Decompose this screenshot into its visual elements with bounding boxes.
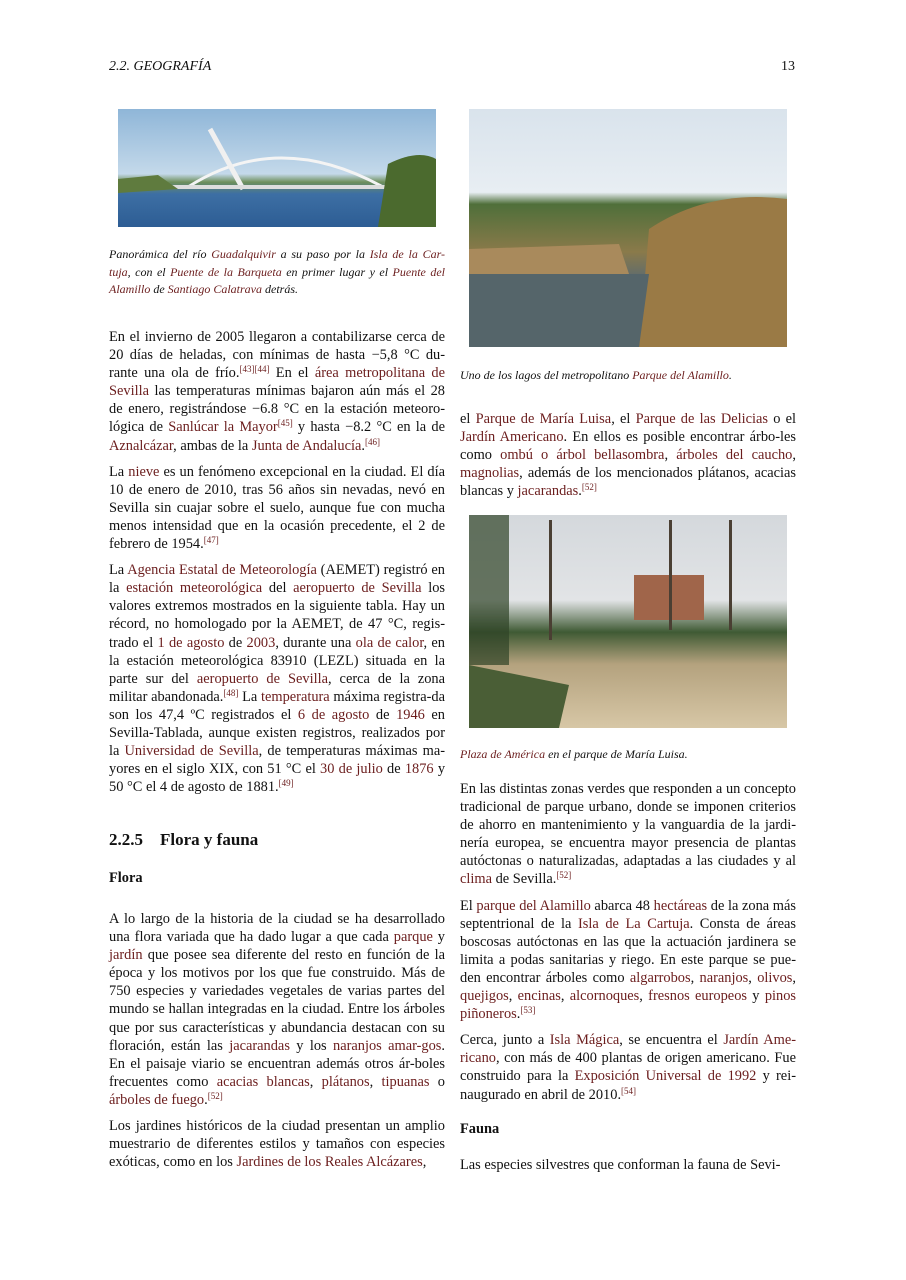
wiki-link[interactable]: Isla de La Cartuja: [578, 915, 690, 932]
text-run: , durante una: [275, 634, 356, 651]
citation-ref[interactable]: [54]: [621, 1085, 637, 1096]
paragraph: [109, 463, 445, 553]
text-run: y 50 °C el 4 de agosto de 1881.: [109, 761, 446, 796]
citation-ref[interactable]: [52]: [207, 1090, 223, 1101]
text-run: las temperaturas mínimas bajaron aún más el 28 de enero, registrándose −6.8 °C en la estación meteoro-lógica de: [109, 383, 445, 436]
text-run: , además de los mencionados plátanos, acacias blancas y: [460, 465, 796, 500]
subheading-flora: Flora: [109, 870, 143, 886]
wiki-link[interactable]: parque del Alamillo: [476, 897, 591, 914]
wiki-link[interactable]: 1946: [396, 706, 425, 723]
caption-bridge: [109, 246, 445, 299]
subheading-fauna: Fauna: [460, 1121, 500, 1137]
wiki-link[interactable]: algarrobos: [629, 969, 691, 986]
bridge-photo: [118, 109, 436, 227]
paragraph: [460, 1156, 796, 1174]
text-run: y los: [289, 1037, 334, 1054]
wiki-link[interactable]: temperatura: [260, 688, 330, 705]
page-number: 13: [781, 59, 795, 74]
wiki-link[interactable]: Puente del Alamillo: [109, 264, 445, 296]
text-run: de: [224, 634, 247, 651]
right-column-text-1: [460, 410, 796, 508]
text-run: Cerca, junto a: [460, 1032, 550, 1049]
wiki-link[interactable]: Parque del Alamillo: [632, 368, 729, 382]
wiki-link[interactable]: estación meteorológica: [126, 580, 263, 597]
wiki-link[interactable]: tipuanas: [381, 1073, 430, 1090]
running-header: 2.2. GEOGRAFÍA: [109, 59, 212, 74]
text-run: (AEMET) registró en la: [109, 562, 445, 597]
wiki-link[interactable]: Puente de la Barqueta: [170, 264, 282, 279]
text-run: . Consta de áreas boscosas autóctonas en las que la actuación jardinera se limita a podas sanitarias y riego. En este parque se pue-den encontrar árboles como: [460, 915, 796, 986]
wiki-link[interactable]: Parque de las Delicias: [635, 411, 768, 427]
text-run: y: [432, 929, 446, 946]
text-run: ,: [508, 988, 518, 1005]
citation-ref[interactable]: [47]: [203, 535, 219, 546]
text-run: y hasta −8.2 °C en la de: [292, 419, 445, 436]
text-run: de: [150, 282, 168, 296]
text-run: La: [109, 463, 129, 480]
wiki-link[interactable]: 1 de agosto: [157, 634, 225, 651]
wiki-link[interactable]: 2003: [246, 634, 276, 651]
text-run: , el: [611, 411, 636, 427]
text-run: Las especies silvestres que conforman la fauna de Sevi-: [460, 1157, 781, 1173]
wiki-link[interactable]: Junta de Andalucía: [251, 437, 362, 454]
section-number: 2.2.5: [109, 830, 143, 849]
wiki-link[interactable]: naranjos amar-gos: [333, 1037, 442, 1054]
section-title: Flora y fauna: [160, 830, 259, 849]
paragraph: [109, 328, 445, 455]
text-run: .: [728, 368, 732, 382]
text-run: de Sevilla.: [491, 871, 557, 888]
text-run: ,: [560, 988, 570, 1005]
wiki-link[interactable]: ola de calor: [355, 634, 424, 651]
wiki-link[interactable]: ombú o árbol bellasombra: [500, 447, 665, 464]
text-run: , cerca de la zona militar abandonada.: [109, 670, 445, 705]
wiki-link[interactable]: Agencia Estatal de Meteorología: [127, 562, 317, 579]
text-run: es un fenómeno excepcional en la ciudad. El día 10 de enero de 2010, tras 56 años sin nevadas, nevó en Sevilla sin cuajar sobre el suelo, aunque fue con mucha menos intensidad que en la ocasión precedente, el 2 de febrero de 1954.: [109, 463, 445, 553]
wiki-link[interactable]: naranjos: [699, 969, 749, 986]
wiki-link[interactable]: pinos piñoneros: [460, 988, 796, 1023]
wiki-link[interactable]: Exposición Universal de 1992: [574, 1068, 757, 1085]
text-run: ,: [792, 447, 796, 464]
text-run: , de temperaturas máximas ma-yores en el siglo XIX, con 51 °C el: [109, 743, 446, 778]
text-run: La: [238, 688, 261, 705]
text-run: La: [109, 562, 128, 579]
lake-photo: [469, 109, 787, 347]
text-run: , con más de 400 plantas de origen americano. Fue construido para la: [460, 1050, 796, 1085]
text-run: El: [460, 897, 477, 914]
paragraph: [109, 561, 445, 796]
wiki-link[interactable]: 6 de agosto: [297, 706, 370, 723]
text-run: . En ellos es posible encontrar árbo-les como: [460, 429, 796, 464]
text-run: y rei-naugurado en abril de 2010.: [460, 1068, 796, 1103]
citation-ref[interactable]: [49]: [278, 778, 294, 789]
text-run: En el: [269, 365, 315, 382]
wiki-link[interactable]: Isla de la Car-tuja: [109, 247, 446, 279]
text-run: ,: [639, 988, 649, 1005]
caption-plaza: [460, 746, 796, 764]
wiki-link[interactable]: jardín: [109, 947, 143, 964]
text-run: abarca 48: [590, 897, 654, 914]
wiki-link[interactable]: nieve: [128, 463, 160, 480]
wiki-link[interactable]: Guadalquivir: [211, 247, 276, 261]
citation-ref[interactable]: [45]: [277, 418, 293, 429]
wiki-link[interactable]: parque: [393, 929, 433, 946]
text-run: del: [262, 580, 294, 597]
plaza-photo: [469, 515, 787, 728]
wiki-link[interactable]: Plaza de América: [460, 747, 546, 761]
text-run: .: [516, 1006, 521, 1023]
text-run: , en la estación meteorológica 83910 (LEZL) situada en la parte sur del: [109, 634, 445, 687]
paragraph: [109, 910, 445, 1109]
text-run: A lo largo de la historia de la ciudad se ha desarrollado una flora variada que ha dado lugar a que cada: [109, 911, 445, 946]
text-run: los valores extremos mostrados en la siguiente tabla. Hay un récord, no homologado por la AEMET, de 47 °C, regis-trado el: [109, 580, 446, 651]
paragraph: [460, 780, 796, 889]
paragraph: [109, 1117, 445, 1171]
text-run: En el invierno de 2005 llegaron a contabilizarse cerca de 20 días de heladas, con mínimas de hasta −5,8 °C du-rante una ola de frío.: [109, 329, 445, 382]
text-run: . En el paisaje viario se encuentran además otros ár-boles frecuentes como: [109, 1037, 445, 1090]
text-run: de: [369, 706, 397, 723]
wiki-link[interactable]: aeropuerto de Sevilla: [293, 580, 422, 597]
wiki-link[interactable]: hectáreas: [653, 897, 708, 914]
text-run: ,: [422, 1154, 427, 1171]
text-run: , se encuentra el: [619, 1032, 724, 1049]
citation-ref[interactable]: [53]: [520, 1005, 536, 1016]
wiki-link[interactable]: plátanos: [321, 1073, 370, 1090]
text-run: ,: [664, 447, 677, 464]
text-run: en el parque de María Luisa.: [545, 747, 688, 761]
text-run: ,: [309, 1073, 322, 1090]
wiki-link[interactable]: Isla Mágica: [549, 1032, 620, 1049]
text-run: ,: [690, 969, 700, 986]
text-run: el: [460, 411, 476, 427]
wiki-link[interactable]: Parque de María Luisa: [475, 411, 612, 427]
wiki-link[interactable]: magnolias: [460, 465, 520, 482]
text-run: .: [578, 483, 582, 500]
text-run: en Sevilla-Tablada, aunque existen registros, realizados por la: [109, 706, 445, 760]
section-heading: [109, 830, 258, 850]
text-run: Los jardines históricos de la ciudad presentan un amplio muestrario de diferentes estilos y tamaños con especies exóticas, como en los: [109, 1118, 445, 1171]
wiki-link[interactable]: Universidad de Sevilla: [124, 743, 259, 760]
wiki-link[interactable]: Sanlúcar la Mayor: [168, 419, 278, 436]
wiki-link[interactable]: encinas: [517, 988, 561, 1005]
citation-ref[interactable]: [52]: [581, 482, 597, 493]
wiki-link[interactable]: fresnos europeos: [648, 988, 747, 1005]
wiki-link[interactable]: acacias blancas: [216, 1073, 310, 1090]
text-run: y: [747, 988, 765, 1005]
wiki-link[interactable]: alcornoques: [569, 988, 640, 1005]
text-run: o: [429, 1073, 445, 1090]
wiki-link[interactable]: árboles del caucho: [676, 447, 793, 464]
wiki-link[interactable]: 1876: [404, 761, 434, 778]
wiki-link[interactable]: jacarandas: [229, 1037, 290, 1054]
wiki-link[interactable]: Aznalcázar: [109, 437, 174, 454]
wiki-link[interactable]: olivos: [757, 969, 793, 986]
text-run: ,: [748, 969, 758, 986]
citation-ref[interactable]: [43][44]: [239, 364, 270, 375]
right-column-text-2: [460, 780, 796, 1112]
text-run: .: [204, 1091, 208, 1108]
right-column-text-3: [460, 1156, 796, 1182]
text-run: que posee sea diferente del resto en función de la época y los motivos por los que fue construido. Más de 750 especies y variedades vegetales de varias partes del mundo se hallan integradas en la ciudad. Entre los árboles que por sus características y abundancia destacan con su floración, están las: [109, 947, 445, 1054]
text-run: Panorámica del río: [109, 247, 212, 261]
wiki-link[interactable]: Jardines de los Reales Alcázares: [236, 1154, 423, 1171]
wiki-link[interactable]: 30 de julio: [320, 761, 383, 778]
paragraph: [460, 897, 796, 1024]
left-column-text-2: [109, 910, 445, 1179]
paragraph: [460, 410, 796, 500]
wiki-link[interactable]: árboles de fuego: [109, 1091, 205, 1108]
wiki-link[interactable]: Jardín Americano: [460, 429, 564, 446]
text-run: máxima registra-da son los 47,4 ºC registrados el: [109, 688, 445, 723]
caption-lake: [460, 367, 796, 385]
text-run: en primer lugar y el: [281, 264, 393, 279]
text-run: , con el: [127, 264, 171, 279]
wiki-link[interactable]: jacarandas: [517, 483, 579, 500]
wiki-link[interactable]: aeropuerto de Sevilla: [196, 670, 328, 687]
left-column-text-1: [109, 328, 445, 804]
text-run: de: [382, 761, 405, 778]
text-run: ,: [792, 969, 796, 986]
text-run: o el: [767, 411, 797, 427]
wiki-link[interactable]: área metropolitana de Sevilla: [109, 365, 446, 400]
text-run: a su paso por la: [275, 247, 370, 261]
wiki-link[interactable]: quejigos: [460, 988, 509, 1005]
wiki-link[interactable]: clima: [460, 871, 492, 888]
text-run: ,: [369, 1073, 382, 1090]
citation-ref[interactable]: [52]: [556, 870, 572, 881]
paragraph: [460, 1031, 796, 1103]
text-run: .: [361, 437, 365, 454]
citation-ref[interactable]: [48]: [223, 687, 239, 698]
wiki-link[interactable]: Santiago Calatrava: [167, 282, 263, 296]
text-run: En las distintas zonas verdes que responden a un concepto tradicional de parque urbano, donde se imponen criterios de ahorro en mantenimiento y la vanguardia de la jardi-nería europea, se encuentra mayor presencia de plantas autóctonas o naturalizadas, adaptadas a las ciudades y al: [460, 781, 796, 870]
text-run: de la zona más septentrional de la: [460, 897, 796, 932]
text-run: , ambas de la: [173, 437, 252, 454]
citation-ref[interactable]: [46]: [364, 436, 380, 447]
text-run: Uno de los lagos del metropolitano: [460, 368, 633, 382]
text-run: detrás.: [262, 282, 299, 296]
wiki-link[interactable]: Jardín Ame-ricano: [460, 1032, 796, 1067]
